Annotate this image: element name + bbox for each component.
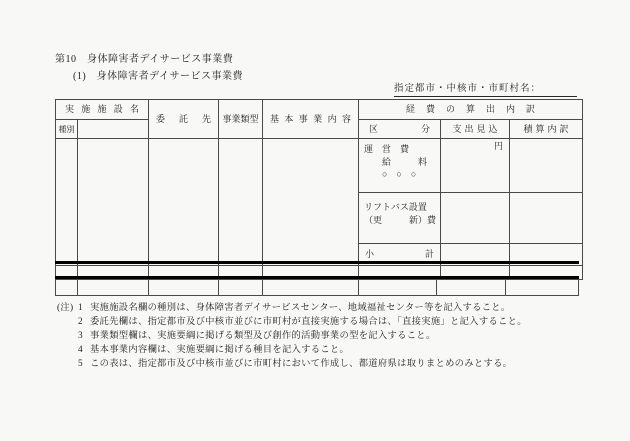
footnotes	[57, 303, 582, 373]
note-number: 5	[78, 359, 83, 369]
note-prefix-spacer	[57, 345, 76, 356]
cell-operating-cost	[359, 139, 441, 193]
footnote-4	[57, 345, 582, 356]
note-number: 3	[78, 331, 83, 341]
footnote-1	[57, 303, 582, 314]
cell-yen-unit: 円	[441, 139, 510, 193]
blank-cell-contractor	[149, 139, 219, 266]
blank-cell-basic-content	[263, 139, 359, 266]
note-number: 4	[78, 345, 83, 355]
footnote-5	[57, 359, 582, 370]
header-business-type: 事業類型	[219, 100, 263, 139]
total-row-table	[55, 279, 579, 296]
salary-line: 給 料	[364, 156, 428, 167]
note-text: 事業類型欄は、実施要綱に掲げる類型及び創作的活動事業の型を記入すること。	[90, 331, 436, 341]
blank-cell-expenditure-liftbus	[441, 193, 510, 244]
circles-line: ○ ○ ○	[364, 169, 417, 179]
blank-cell	[437, 280, 506, 296]
municipality-name-field: 指定都市・中核市・市町村名：	[394, 80, 577, 97]
note-prefix-spacer	[57, 331, 76, 342]
header-facility-name: 実施施設名	[56, 100, 149, 120]
blank-cell	[506, 280, 579, 296]
main-table	[55, 99, 583, 280]
blank-cell-business-type	[219, 139, 263, 266]
cell-liftbus	[359, 193, 441, 244]
blank-cell-facility-type	[56, 139, 78, 266]
note-prefix-spacer	[57, 317, 76, 328]
note-number: 2	[78, 317, 83, 327]
header-contractor: 委託先	[149, 100, 219, 139]
blank-cell-estimate-liftbus	[510, 193, 583, 244]
blank-cell-facility-name	[78, 139, 149, 266]
header-category: 区分	[359, 120, 441, 139]
blank-cell	[56, 280, 78, 296]
note-prefix-spacer	[57, 359, 76, 370]
page-title: 第10 身体障害者デイサービス事業費	[55, 54, 234, 65]
cell-subtotal: 小計	[359, 244, 441, 266]
footnote-3	[57, 331, 582, 342]
header-expenditure: 支出見込	[441, 120, 510, 139]
note-text: 委託先欄は、指定都市及び中核市並びに市町村が直接実施する場合は、「直接実施」と記入すること。	[90, 317, 527, 327]
thick-divider-top	[55, 261, 579, 264]
page-subtitle: (1) 身体障害者デイサービス事業費	[73, 71, 243, 82]
header-facility-name-blank	[78, 120, 149, 139]
note-prefix: (注)	[57, 303, 74, 313]
blank-cell-estimate-operating	[510, 139, 583, 193]
liftbus-line-1: リフトバス設置	[364, 202, 427, 212]
liftbus-line-2: （更 新）費	[364, 214, 437, 225]
note-text: 基本事業内容欄は、実施要綱に掲げる種目を記入すること。	[90, 345, 350, 355]
operating-cost-line: 運 営 費	[364, 144, 410, 154]
total-row	[56, 280, 579, 296]
header-facility-type: 種別	[56, 120, 78, 139]
blank-cell	[78, 280, 149, 296]
body-row-operating	[56, 139, 583, 193]
header-basic-content: 基本事業内容	[263, 100, 359, 139]
note-text: この表は、指定都市及び中核市並びに市町村において作成し、都道府県は取りまとめのみとする。	[90, 359, 513, 369]
footnote-2	[57, 317, 582, 328]
header-row-1	[56, 100, 583, 120]
note-number: 1	[78, 303, 83, 313]
blank-cell	[149, 280, 219, 296]
blank-cell	[219, 280, 263, 296]
header-expense-calc: 経費の算出内訳	[359, 100, 583, 120]
note-text: 実施施設名欄の種別は、身体障害者デイサービスセンター、地域福祉センター等を記入すること。	[90, 303, 511, 313]
blank-cell	[263, 280, 359, 296]
blank-cell	[359, 280, 437, 296]
header-estimate: 積算内訳	[510, 120, 583, 139]
